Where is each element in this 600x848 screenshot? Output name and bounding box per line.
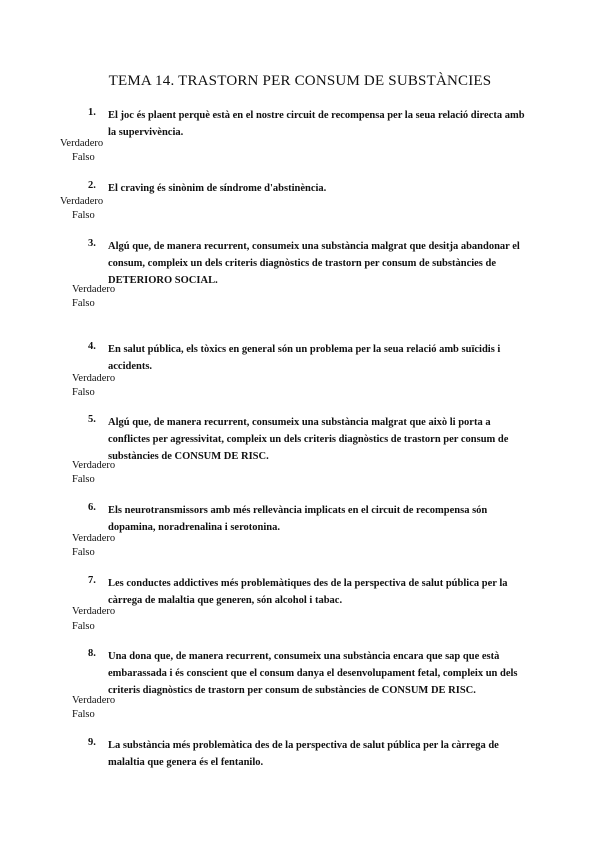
question-text: Una dona que, de manera recurrent, consumeix una substància encara que sap que està embarassada i és conscient que el consum danya el desenvolupament fetal, compleix un dels criteris diagnòstics de trastorn per consum de substàncies de CONSUM DE RISC. <box>108 651 518 696</box>
option-falso-2[interactable]: Falso <box>72 210 95 221</box>
question-text: El joc és plaent perquè està en el nostre circuit de recompensa per la seua relació directa amb la supervivència. <box>108 110 525 138</box>
page-title: TEMA 14. TRASTORN PER CONSUM DE SUBSTÀNCIES <box>108 73 492 89</box>
question-number: 5. <box>88 414 96 425</box>
option-verdadero-6[interactable]: Verdadero <box>72 533 116 544</box>
question-text: Algú que, de manera recurrent, consumeix una substància malgrat que això li porta a conflictes per agressivitat, compleix un dels criteris diagnòstics de trastorn per consum de substàncies de CONSUM DE RISC. <box>108 417 509 462</box>
question-number: 1. <box>88 107 96 118</box>
option-falso-7[interactable]: Falso <box>72 621 95 632</box>
question-number: 9. <box>88 737 96 748</box>
option-verdadero-2[interactable]: Verdadero <box>60 196 104 207</box>
question-text: Els neurotransmissors amb més rellevància implicats en el circuit de recompensa són dopamina, noradrenalina i serotonina. <box>108 505 488 533</box>
option-verdadero-7[interactable]: Verdadero <box>72 606 116 617</box>
question-number: 7. <box>88 575 96 586</box>
question-text: Les conductes addictives més problemàtiques des de la perspectiva de salut pública per la càrrega de malaltia que generen, són alcohol i tabac. <box>108 578 508 606</box>
question-text: En salut pública, els tòxics en general són un problema per la seua relació amb suïcidis i accidents. <box>108 344 501 372</box>
option-falso-5[interactable]: Falso <box>72 474 95 485</box>
option-falso-1[interactable]: Falso <box>72 152 95 163</box>
question-number: 6. <box>88 502 96 513</box>
option-verdadero-8[interactable]: Verdadero <box>72 695 116 706</box>
question-text: El craving és sinònim de síndrome d'abstinència. <box>108 183 327 194</box>
option-falso-8[interactable]: Falso <box>72 709 95 720</box>
option-verdadero-3[interactable]: Verdadero <box>72 284 116 295</box>
question-text: La substància més problemàtica des de la perspectiva de salut pública per la càrrega de malaltia que genera és el fentanilo. <box>108 740 499 768</box>
option-verdadero-4[interactable]: Verdadero <box>72 373 116 384</box>
question-number: 2. <box>88 180 96 191</box>
option-falso-6[interactable]: Falso <box>72 547 95 558</box>
option-falso-4[interactable]: Falso <box>72 387 95 398</box>
question-number: 4. <box>88 341 96 352</box>
option-verdadero-5[interactable]: Verdadero <box>72 460 116 471</box>
question-number: 3. <box>88 238 96 249</box>
question-text: Algú que, de manera recurrent, consumeix una substància malgrat que desitja abandonar el consum, compleix un dels criteris diagnòstics de trastorn per consum de substàncies de DETERIORO SOCIAL. <box>108 241 520 286</box>
question-number: 8. <box>88 648 96 659</box>
option-verdadero-1[interactable]: Verdadero <box>60 138 104 149</box>
option-falso-3[interactable]: Falso <box>72 298 95 309</box>
